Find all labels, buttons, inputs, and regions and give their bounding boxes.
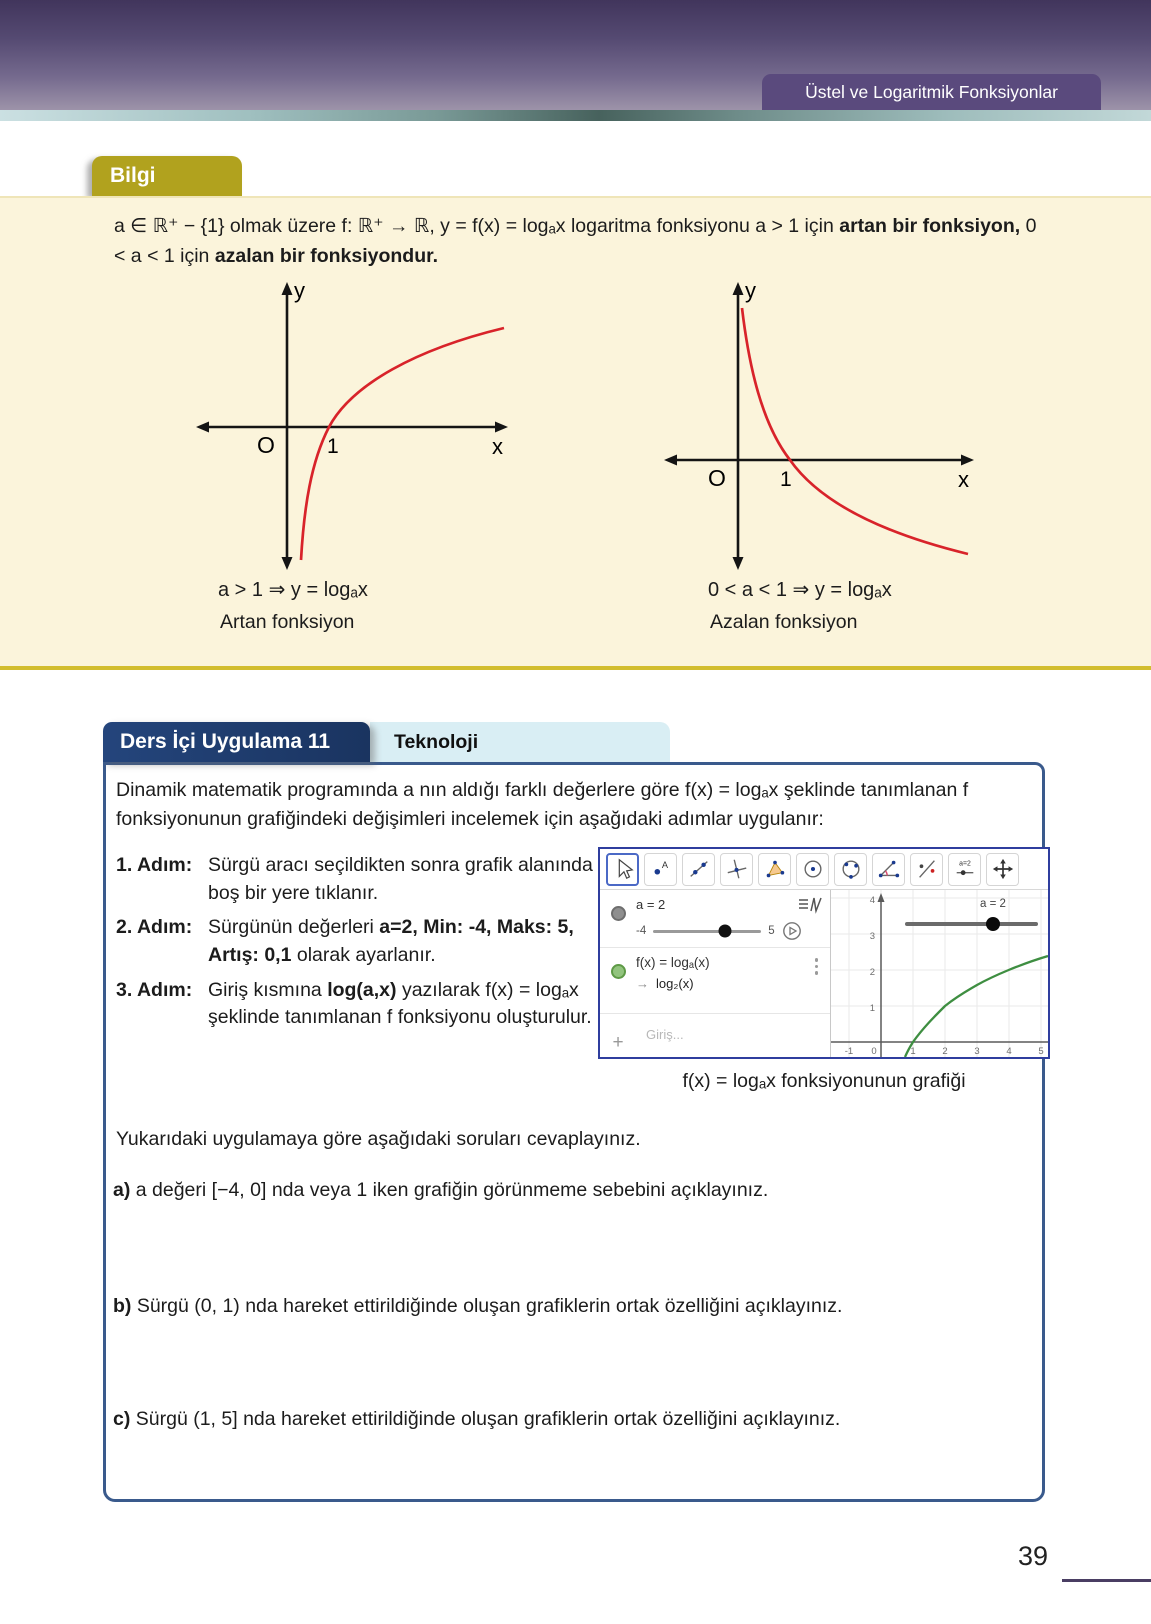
polygon-icon[interactable] bbox=[758, 853, 791, 886]
figure-caption: Artan fonksiyon bbox=[220, 611, 355, 633]
svg-text:A: A bbox=[661, 860, 668, 871]
step-2-text: Sürgünün değerleri a=2, Min: -4, Maks: 5, Artış: 0,1 olarak ayarlanır. bbox=[208, 916, 574, 967]
geogebra-screenshot bbox=[598, 847, 1050, 1059]
bilgi-text-2: 0 < a < 1 için bbox=[114, 215, 1037, 268]
move-graphics-view-icon[interactable] bbox=[986, 853, 1019, 886]
question-c: c) Sürgü (1, 5] nda hareket ettirildiğinde oluşan grafiklerin ortak özelliğini açıklayınız. bbox=[113, 1408, 841, 1430]
function-evaluation: log₂(x) bbox=[656, 976, 694, 991]
ders-ici-uygulama-tab bbox=[103, 722, 370, 762]
geogebra-input-placeholder[interactable]: Giriş... bbox=[646, 1027, 684, 1042]
question-a: a) a değeri [−4, 0] nda veya 1 iken grafiğin görünmeme sebebini açıklayınız. bbox=[113, 1179, 769, 1201]
reflection-icon[interactable] bbox=[910, 853, 943, 886]
conic-five-points-icon[interactable] bbox=[834, 853, 867, 886]
step-1 bbox=[116, 852, 594, 907]
one-tick-label: 1 bbox=[327, 435, 339, 458]
play-button-icon[interactable] bbox=[782, 921, 802, 941]
intro-math: f(x) = logₐx bbox=[685, 779, 779, 801]
intro-text-2: şeklinde tanımlanan f fonksiyonunun grafiğindeki değişimleri incelemek için aşağıdaki adımlar uygulanır: bbox=[116, 779, 969, 831]
chapter-tab-label: Üstel ve Logaritmik Fonksiyonlar bbox=[805, 81, 1058, 102]
page-number: 39 bbox=[1018, 1541, 1049, 1571]
graph-slider-label: a = 2 bbox=[980, 898, 1006, 910]
slider-max: 5 bbox=[768, 925, 775, 937]
geogebra-body bbox=[600, 890, 1048, 1057]
ders-ici-uygulama-label: Ders İçi Uygulama 11 bbox=[120, 730, 331, 753]
angle-icon[interactable] bbox=[872, 853, 905, 886]
svg-text:a=2: a=2 bbox=[958, 860, 971, 868]
teknoloji-badge bbox=[370, 722, 670, 762]
y-axis-label: y bbox=[745, 278, 756, 303]
x-axis-label: x bbox=[492, 434, 503, 459]
origin-label: O bbox=[708, 465, 726, 491]
circle-center-point-icon[interactable] bbox=[796, 853, 829, 886]
svg-text:0: 0 bbox=[871, 1046, 877, 1057]
one-tick-label: 1 bbox=[780, 468, 792, 491]
decreasing-log-graph bbox=[618, 272, 978, 572]
svg-text:3: 3 bbox=[869, 931, 875, 942]
algebra-row-slider bbox=[600, 890, 830, 948]
slider-definition: a = 2 bbox=[636, 897, 666, 912]
figure-increasing-log bbox=[152, 272, 512, 634]
origin-label: O bbox=[257, 432, 275, 458]
line-icon[interactable] bbox=[682, 853, 715, 886]
bilgi-text-bold-2: azalan bir fonksiyondur. bbox=[214, 245, 439, 268]
intro-text-1: Dinamik matematik programında a nın aldığı farklı değerlere göre bbox=[116, 779, 686, 801]
bilgi-section bbox=[0, 196, 1151, 670]
step-2-label: 2. Adım: bbox=[116, 916, 193, 939]
x-axis-label: x bbox=[958, 467, 969, 492]
add-input-icon[interactable]: + bbox=[612, 1032, 624, 1053]
point-icon[interactable] bbox=[644, 853, 677, 886]
questions-lead: Yukarıdaki uygulamaya göre aşağıdaki soruları cevaplayınız. bbox=[116, 1128, 641, 1150]
geogebra-toolbar bbox=[600, 849, 1048, 890]
bilgi-paragraph bbox=[114, 211, 1039, 271]
uygulama-intro bbox=[116, 776, 1032, 835]
algebra-row-function bbox=[600, 948, 830, 1014]
y-axis-label: y bbox=[294, 278, 305, 303]
geogebra-figure-caption: f(x) = logₐx fonksiyonunun grafiği bbox=[682, 1070, 966, 1092]
bilgi-text-bold-1: artan bir fonksiyon, bbox=[839, 215, 1021, 237]
step-3-label: 3. Adım: bbox=[116, 978, 193, 1001]
algebra-input-row[interactable] bbox=[600, 1014, 830, 1057]
figure-formula: 0 < a < 1 ⇒ y = logₐx bbox=[708, 579, 892, 601]
svg-text:5: 5 bbox=[1038, 1046, 1044, 1057]
algebra-panel bbox=[600, 890, 831, 1057]
step-3 bbox=[116, 977, 594, 1032]
question-b: b) Sürgü (0, 1) nda hareket ettirildiğinde oluşan grafiklerin ortak özelliğini açıklayınız. bbox=[113, 1295, 843, 1317]
perpendicular-line-icon[interactable] bbox=[720, 853, 753, 886]
algebra-slider-track[interactable] bbox=[653, 930, 761, 933]
chapter-tab bbox=[762, 74, 1101, 110]
figure-decreasing-log bbox=[618, 272, 978, 634]
increasing-log-graph bbox=[152, 272, 512, 572]
svg-text:4: 4 bbox=[1006, 1046, 1012, 1057]
algebra-style-icon[interactable] bbox=[797, 895, 823, 920]
step-1-label: 1. Adım: bbox=[116, 854, 193, 876]
steps-list bbox=[116, 852, 594, 1039]
arrow-icon: → bbox=[636, 976, 649, 991]
slider-tool-icon[interactable] bbox=[948, 853, 981, 886]
page-number-rule bbox=[1062, 1579, 1151, 1582]
algebra-slider-knob[interactable] bbox=[718, 925, 731, 938]
bilgi-tab-label: Bilgi bbox=[110, 164, 156, 187]
kebab-menu-icon[interactable] bbox=[815, 958, 819, 975]
step-1-text: Sürgü aracı seçildikten sonra grafik alanında boş bir yere tıklanır. bbox=[208, 854, 593, 904]
bilgi-tab bbox=[92, 156, 242, 196]
svg-text:1: 1 bbox=[869, 1003, 875, 1014]
move-cursor-icon[interactable] bbox=[606, 853, 639, 886]
function-definition: f(x) = logₐ(x) bbox=[636, 955, 710, 970]
step-3-text: Giriş kısmına log(a,x) yazılarak f(x) = logₐx şeklinde tanımlanan f fonksiyonu oluşturulur. bbox=[208, 978, 592, 1029]
svg-text:-1: -1 bbox=[844, 1046, 854, 1057]
bilgi-text-1: a ∈ ℝ⁺ − {1} olmak üzere f: ℝ⁺ → ℝ, y = f(x) = logₐx logaritma fonksiyonu a > 1 için bbox=[114, 215, 840, 237]
function-visibility-bullet[interactable] bbox=[611, 964, 626, 979]
svg-text:2: 2 bbox=[869, 967, 875, 978]
step-2 bbox=[116, 914, 594, 969]
graphics-view[interactable] bbox=[831, 890, 1048, 1057]
svg-text:1: 1 bbox=[910, 1046, 916, 1057]
header-stripe bbox=[0, 110, 1151, 121]
svg-text:3: 3 bbox=[974, 1046, 980, 1057]
teknoloji-badge-label: Teknoloji bbox=[394, 730, 479, 753]
graph-slider-knob[interactable] bbox=[986, 917, 1000, 931]
svg-text:2: 2 bbox=[942, 1046, 948, 1057]
graphics-plot bbox=[831, 890, 1048, 1057]
figure-formula: a > 1 ⇒ y = logₐx bbox=[218, 579, 368, 601]
figure-caption: Azalan fonksiyon bbox=[710, 611, 858, 633]
slider-visibility-bullet[interactable] bbox=[611, 906, 626, 921]
svg-text:4: 4 bbox=[869, 895, 875, 906]
slider-min: -4 bbox=[636, 925, 647, 937]
